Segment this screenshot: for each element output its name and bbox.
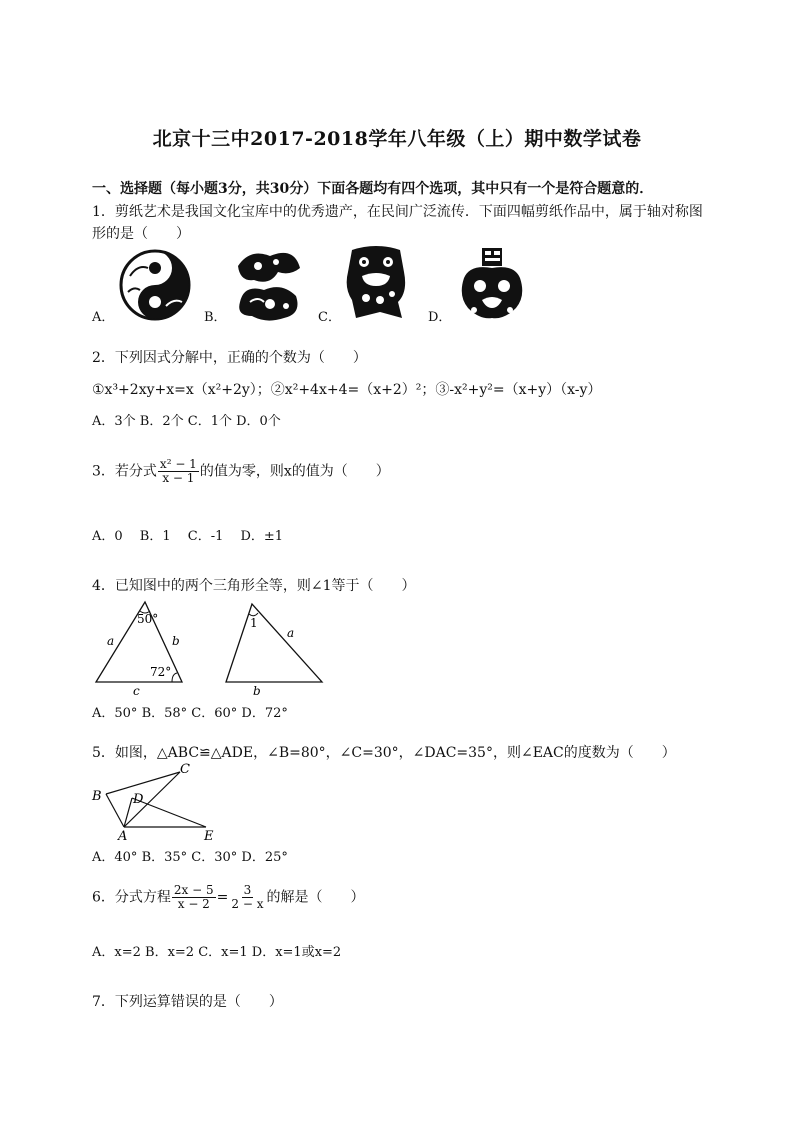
q5-label-d: D <box>133 792 144 807</box>
q3-fraction-denominator: x − 1 <box>162 471 195 486</box>
papercut-a-image <box>116 246 194 324</box>
q3-options: A．0 B．1 C．-1 D．±1 <box>92 529 284 544</box>
q4-tri2-angle-1: 1 <box>250 616 258 630</box>
q4-tri2-side-b: b <box>253 684 261 698</box>
q6-suffix: 的解是（ ） <box>266 889 365 906</box>
q6-stem <box>92 884 364 911</box>
q2-options: A．3个 B．2个 C．1个 D．0个 <box>92 414 281 429</box>
q5-label-c: C <box>180 762 190 777</box>
q5-stem: 5．如图，△ABC≌△ADE，∠B=80°，∠C=30°，∠DAC=35°，则∠EAC的度数为（ ） <box>92 745 676 761</box>
q6-fraction-1 <box>172 884 216 911</box>
q6-fraction-1-numerator: 2x − 5 <box>173 883 214 897</box>
q7-stem: 7．下列运算错误的是（ ） <box>92 994 283 1010</box>
q4-tri1-side-a: a <box>107 634 115 648</box>
q3-fraction <box>158 458 199 485</box>
q6-fraction-2-denominator: 2 − x <box>231 897 264 912</box>
q4-options: A．50° B．58° C．60° D．72° <box>92 706 288 721</box>
q2-stem: 2．下列因式分解中，正确的个数为（ ） <box>92 350 367 366</box>
q5-label-a: A <box>118 829 128 842</box>
q5-options: A．40° B．35° C．30° D．25° <box>92 850 288 865</box>
q6-prefix: 6．分式方程 <box>92 889 171 906</box>
q1-option-d-label: D． <box>428 310 452 325</box>
q1-line1: 1．剪纸艺术是我国文化宝库中的优秀遗产，在民间广泛流传．下面四幅剪纸作品中，属于轴对称图 <box>92 204 703 220</box>
q6-options: A．x=2 B．x=2 C．x=1 D．x=1或x=2 <box>92 945 342 960</box>
q6-fraction-2-numerator: 3 <box>243 883 252 897</box>
q6-fraction-1-denominator: x − 2 <box>177 897 210 912</box>
papercut-b-image <box>230 246 306 324</box>
q3-stem <box>92 458 390 485</box>
q6-equals: = <box>216 889 229 906</box>
q4-triangles-figure <box>90 596 350 698</box>
q1-option-b-label: B． <box>204 310 227 325</box>
q6-fraction-2 <box>229 884 265 911</box>
q5-label-e: E <box>204 829 214 842</box>
q4-tri1-side-c: c <box>133 684 140 698</box>
q4-tri1-angle-right: 72° <box>150 665 172 679</box>
q1-option-c-label: C． <box>318 310 341 325</box>
q4-stem: 4．已知图中的两个三角形全等，则∠1等于（ ） <box>92 578 416 594</box>
q3-fraction-numerator: x² − 1 <box>159 457 197 471</box>
papercut-d-image <box>456 244 528 324</box>
q5-label-b: B <box>92 789 102 804</box>
q1-option-a-label: A． <box>92 310 115 325</box>
q4-tri1-side-b: b <box>172 634 180 648</box>
q4-triangle-2 <box>226 604 322 682</box>
section-heading: 一、选择题（每小题3分，共30分）下面各题均有四个选项，其中只有一个是符合题意的． <box>92 181 654 197</box>
page-title: 北京十三中2017-2018学年八年级（上）期中数学试卷 <box>152 128 642 150</box>
papercut-c-image <box>342 242 410 322</box>
q3-suffix: 的值为零，则x的值为（ ） <box>199 463 390 480</box>
q1-line2: 形的是（ ） <box>92 226 190 242</box>
q4-tri2-side-a: a <box>287 626 295 640</box>
q4-tri1-angle-top: 50° <box>137 612 159 626</box>
q2-items: ①x³+2xy+x=x（x²+2y）；②x²+4x+4=（x+2）²；③-x²+y²=（x+y）（x-y） <box>92 382 602 398</box>
q5-figure <box>90 760 220 842</box>
q3-prefix: 3．若分式 <box>92 463 157 480</box>
